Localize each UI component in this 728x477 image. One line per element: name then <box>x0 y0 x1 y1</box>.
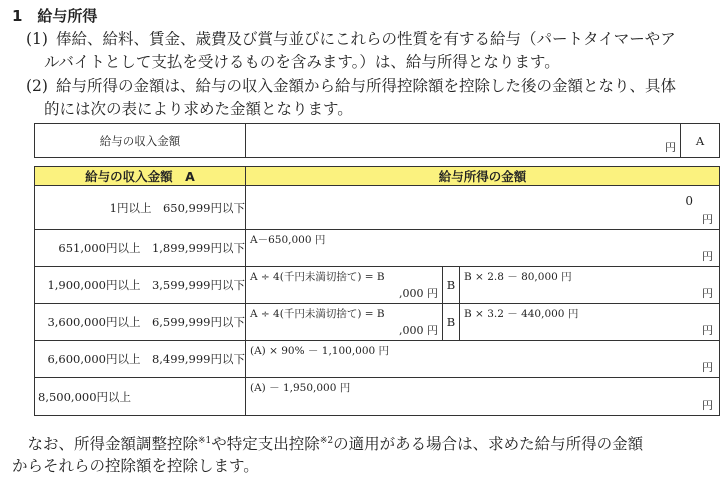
yen-unit: 円 <box>702 213 714 226</box>
income-entry-table <box>34 123 720 158</box>
table-row <box>35 378 720 416</box>
thousand-suffix: ,000 円 <box>399 324 438 337</box>
yen-unit: 円 <box>702 250 714 263</box>
header-amount: 給与所得の金額 <box>246 167 720 186</box>
income-range: 8,500,000円以上 <box>35 378 246 416</box>
paragraph-line: 給与所得の金額は、給与の収入金額から給与所得控除額を控除した後の金額となり、具体 <box>56 77 677 95</box>
paragraph-1 <box>26 28 676 74</box>
thousand-suffix: ,000 円 <box>399 287 438 300</box>
mark-b: B <box>443 267 460 304</box>
amount-cell <box>246 341 720 378</box>
paragraph-line: 俸給、給料、賃金、歳費及び賞与並びにこれらの性質を有する給与（パートタイマーやア <box>56 30 676 48</box>
income-calculation-table <box>34 166 720 416</box>
amount-cell <box>246 378 720 416</box>
note-text: の適用がある場合は、求めた給与所得の金額 <box>333 435 644 454</box>
yen-unit: 円 <box>702 361 714 374</box>
note-text: や特定支出控除 <box>211 435 320 454</box>
table-row <box>35 304 720 341</box>
mark-b: B <box>443 304 460 341</box>
paragraph-line: 的には次の表により求めた金額となります。 <box>44 100 353 118</box>
formula: B × 3.2 － 440,000 円 <box>464 308 579 320</box>
paragraph-number: (2) <box>26 77 48 95</box>
income-range: 1円以上 650,999円以下 <box>35 186 246 230</box>
income-range: 1,900,000円以上 3,599,999円以下 <box>35 267 246 304</box>
income-range: 6,600,000円以上 8,499,999円以下 <box>35 341 246 378</box>
income-range: 3,600,000円以上 6,599,999円以下 <box>35 304 246 341</box>
income-range: 651,000円以上 1,899,999円以下 <box>35 230 246 267</box>
amount-cell <box>246 230 720 267</box>
b-calc-cell <box>246 304 443 341</box>
section-heading: 1 給与所得 <box>12 7 98 25</box>
note-line: からそれらの控除額を控除します。 <box>12 457 259 476</box>
amount-cell <box>460 304 720 341</box>
mark-a: A <box>681 124 720 158</box>
yen-unit: 円 <box>702 399 714 412</box>
footnote-mark: ※1 <box>198 436 212 446</box>
yen-unit: 円 <box>702 287 714 300</box>
note-line <box>12 430 643 455</box>
formula: A ÷ 4(千円未満切捨て) = B <box>250 271 385 283</box>
yen-unit: 円 <box>702 324 714 337</box>
table-row <box>35 230 720 267</box>
amount-cell <box>460 267 720 304</box>
table-row <box>35 341 720 378</box>
formula: (A) － 1,950,000 円 <box>250 382 351 394</box>
table-row <box>35 267 720 304</box>
paragraph-line: ルバイトとして支払を受けるものを含みます。）は、給与所得となります。 <box>44 53 560 71</box>
paragraph-number: (1) <box>26 30 48 48</box>
paragraph-2 <box>26 75 676 121</box>
note-paragraph <box>12 430 643 477</box>
table-row <box>35 186 720 230</box>
formula: A ÷ 4(千円未満切捨て) = B <box>250 308 385 320</box>
income-label: 給与の収入金額 <box>35 124 246 158</box>
formula: A－650,000 円 <box>250 234 326 246</box>
b-calc-cell <box>246 267 443 304</box>
footnote-mark: ※2 <box>319 436 334 446</box>
amount-cell <box>246 186 720 230</box>
header-income: 給与の収入金額 A <box>35 167 246 186</box>
amount-value: 0 <box>685 194 694 208</box>
yen-unit: 円 <box>665 141 676 154</box>
formula: B × 2.8 － 80,000 円 <box>464 271 572 283</box>
formula: (A) × 90% － 1,100,000 円 <box>250 345 390 357</box>
income-entry-field[interactable] <box>246 124 681 158</box>
note-text: なお、所得金額調整控除 <box>12 435 199 454</box>
